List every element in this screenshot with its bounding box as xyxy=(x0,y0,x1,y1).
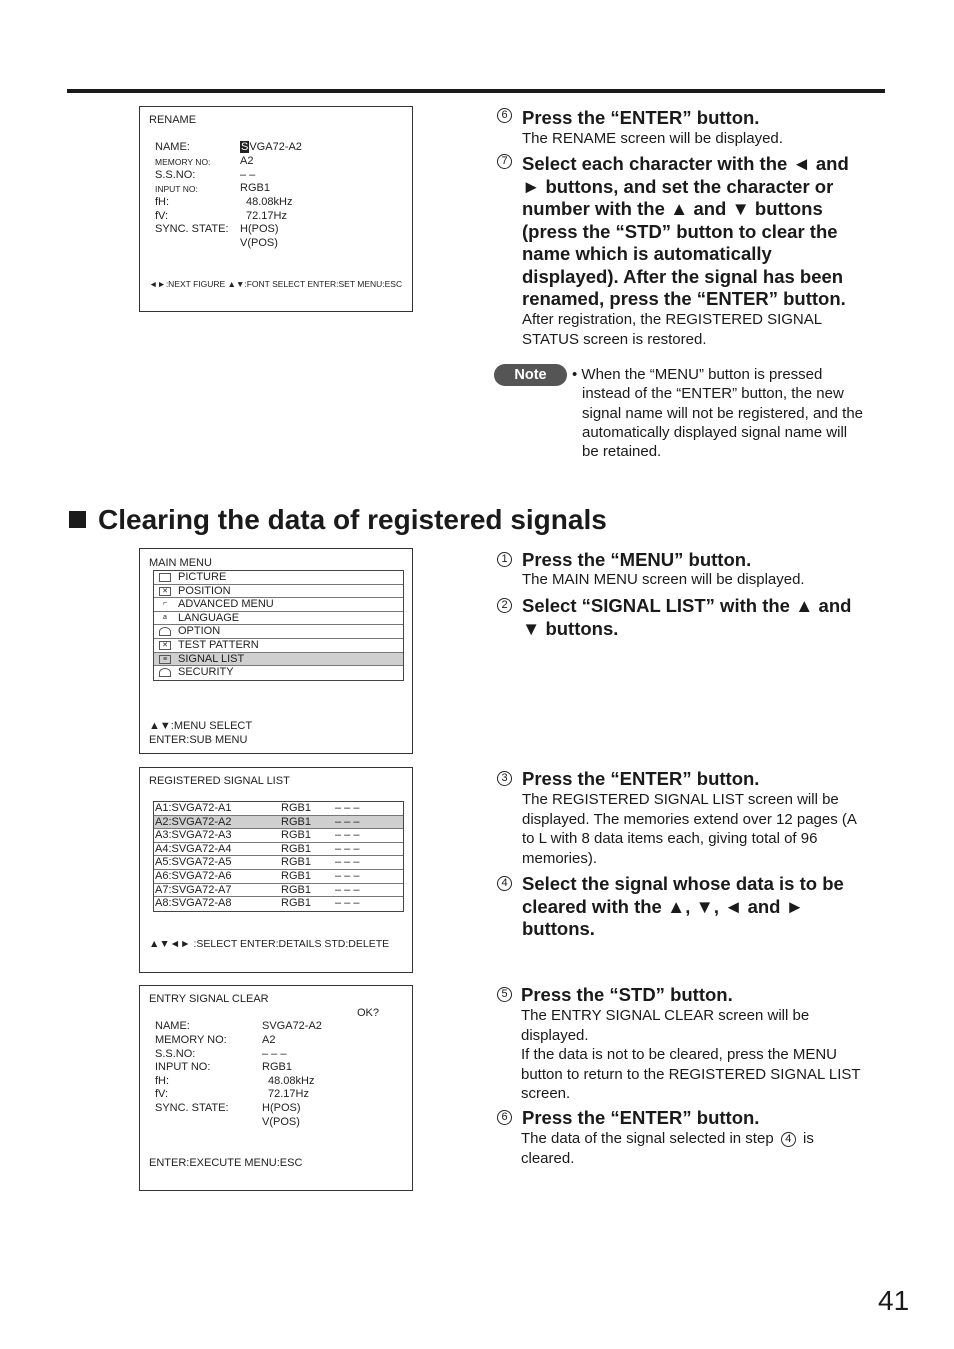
desc-line xyxy=(521,1129,814,1149)
step-number: 1 xyxy=(497,552,512,567)
heading-line: buttons. xyxy=(522,918,595,939)
signal-list-icon: ≡ xyxy=(159,655,171,664)
heading-line: ▼ buttons. xyxy=(522,617,619,639)
page-number: 41 xyxy=(878,1285,910,1316)
field-value: – – xyxy=(240,169,256,181)
field-label: fH: xyxy=(155,196,170,208)
field-value: A2 xyxy=(262,1034,276,1046)
table-row[interactable] xyxy=(154,856,403,870)
signal-name: A3:SVGA72-A3 xyxy=(155,829,232,842)
square-bullet-icon xyxy=(69,511,86,528)
field-label: S.S.NO: xyxy=(155,1048,196,1060)
desc-line: displayed. The memories extend over 12 pages (A xyxy=(522,810,857,828)
step-heading xyxy=(522,873,844,941)
step-number: 2 xyxy=(497,598,512,613)
menu-item-security[interactable] xyxy=(154,666,403,680)
field-label: NAME: xyxy=(155,1020,190,1032)
desc-line: button to return to the REGISTERED SIGNAL LIST xyxy=(521,1065,861,1083)
menu-item-label: SIGNAL LIST xyxy=(178,652,245,665)
step-description xyxy=(521,1006,861,1104)
field-value: RGB1 xyxy=(240,182,270,194)
step-description: The RENAME screen will be displayed. xyxy=(522,130,783,147)
step-heading xyxy=(522,153,902,311)
security-icon xyxy=(159,668,171,677)
menu-item-label: OPTION xyxy=(178,625,221,638)
desc-line: screen. xyxy=(521,1085,571,1102)
note-line: signal name will not be registered, and the xyxy=(582,404,864,422)
step-heading: Press the “ENTER” button. xyxy=(522,107,760,128)
field-value: RGB1 xyxy=(262,1061,292,1073)
table-row[interactable] xyxy=(154,802,403,816)
signal-status: – – – xyxy=(335,856,360,869)
signal-list-screen xyxy=(139,767,413,973)
note-badge: Note xyxy=(494,364,567,386)
rename-screen xyxy=(139,106,413,312)
screen-footer: ▲▼◄► :SELECT ENTER:DETAILS STD:DELETE xyxy=(149,938,390,950)
heading-line: number with the ▲ and ▼ buttons xyxy=(522,198,823,219)
heading-line: ► buttons, and set the character or xyxy=(522,175,834,197)
signal-table xyxy=(153,801,404,912)
menu-item-label: POSITION xyxy=(178,584,231,597)
step-number: 7 xyxy=(497,154,512,169)
table-row[interactable] xyxy=(154,843,403,857)
heading-line: Select the signal whose data is to be xyxy=(522,873,844,894)
step-description xyxy=(522,310,822,349)
field-label: MEMORY NO: xyxy=(155,157,211,167)
step-heading: Press the “ENTER” button. xyxy=(522,1107,760,1128)
desc-line: displayed. xyxy=(521,1026,589,1044)
field-label: INPUT NO: xyxy=(155,1061,211,1073)
field-value: 48.08kHz xyxy=(246,196,293,208)
signal-input: RGB1 xyxy=(281,815,311,828)
signal-name: A8:SVGA72-A8 xyxy=(155,897,232,910)
field-label: fH: xyxy=(155,1075,170,1087)
screen-title: ENTRY SIGNAL CLEAR xyxy=(149,993,269,1005)
menu-item-signal-list[interactable] xyxy=(154,653,403,667)
name-value: VGA72-A2 xyxy=(249,141,302,153)
step-heading xyxy=(522,595,851,640)
confirm-prompt: OK? xyxy=(357,1007,380,1019)
field-value: V(POS) xyxy=(262,1116,300,1128)
field-value: V(POS) xyxy=(240,237,278,249)
signal-status: – – – xyxy=(335,883,360,896)
section-heading xyxy=(69,501,607,539)
signal-input: RGB1 xyxy=(281,869,311,882)
field-value: SVGA72-A2 xyxy=(262,1020,322,1032)
signal-name: A4:SVGA72-A4 xyxy=(155,842,232,855)
main-menu-screen xyxy=(139,548,413,754)
heading-line: cleared with the ▲, ▼, ◄ and ► xyxy=(522,895,804,917)
signal-input: RGB1 xyxy=(281,856,311,869)
field-label: fV: xyxy=(155,1088,169,1100)
heading-line: renamed, press the “ENTER” button. xyxy=(522,288,846,309)
step-number: 4 xyxy=(497,876,512,891)
desc-line: If the data is not to be cleared, press the MENU xyxy=(521,1046,837,1063)
screen-footer: ENTER:SUB MENU xyxy=(149,734,248,746)
field-label: SYNC. STATE: xyxy=(155,1102,229,1114)
signal-input: RGB1 xyxy=(281,883,311,896)
field-value: 48.08kHz xyxy=(268,1075,315,1087)
desc-text: is xyxy=(803,1130,814,1147)
field-value: – – – xyxy=(262,1048,287,1060)
screen-footer: ◄►:NEXT FIGURE ▲▼:FONT SELECT ENTER:SET MENU:ESC xyxy=(149,279,403,289)
desc-line: The REGISTERED SIGNAL LIST screen will be xyxy=(522,791,839,808)
signal-name: A6:SVGA72-A6 xyxy=(155,869,232,882)
field-label: S.S.NO: xyxy=(155,169,196,181)
position-icon: ✕ xyxy=(159,587,171,596)
signal-status: – – – xyxy=(335,897,360,910)
field-value: 72.17Hz xyxy=(268,1088,309,1100)
field-value: H(POS) xyxy=(262,1102,301,1114)
menu-item-position[interactable] xyxy=(154,585,403,599)
screen-title: RENAME xyxy=(149,114,197,126)
screen-title: REGISTERED SIGNAL LIST xyxy=(149,775,290,787)
field-value: 72.17Hz xyxy=(246,210,287,222)
screen-footer: ENTER:EXECUTE MENU:ESC xyxy=(149,1157,303,1169)
step-description: The MAIN MENU screen will be displayed. xyxy=(522,571,805,588)
field-label: SYNC. STATE: xyxy=(155,223,229,235)
table-row[interactable] xyxy=(154,870,403,884)
signal-name: A1:SVGA72-A1 xyxy=(155,802,232,814)
field-value: H(POS) xyxy=(240,223,279,235)
menu-item-label: TEST PATTERN xyxy=(178,638,259,651)
menu-item-picture[interactable] xyxy=(154,571,403,585)
field-label: MEMORY NO: xyxy=(155,1034,227,1046)
menu-list xyxy=(153,570,404,681)
step-reference: 4 xyxy=(781,1132,796,1147)
screen-title: MAIN MENU xyxy=(149,557,212,569)
table-row[interactable] xyxy=(154,897,403,911)
text-cursor: S xyxy=(241,141,249,153)
heading-line: Select “SIGNAL LIST” with the ▲ and xyxy=(522,595,852,616)
advanced-menu-icon: ⌐ xyxy=(162,600,168,608)
table-row[interactable] xyxy=(154,829,403,843)
desc-line: The ENTRY SIGNAL CLEAR screen will be xyxy=(521,1007,810,1024)
heading-line: name which is automatically xyxy=(522,243,772,264)
heading-line: displayed). After the signal has been xyxy=(522,265,844,287)
table-row[interactable] xyxy=(154,816,403,830)
signal-status: – – – xyxy=(335,869,360,882)
table-row[interactable] xyxy=(154,884,403,898)
step-number: 5 xyxy=(497,987,512,1002)
field-label: INPUT NO: xyxy=(155,184,198,194)
desc-line: memories). xyxy=(522,849,598,867)
desc-line: cleared. xyxy=(521,1149,575,1167)
signal-input: RGB1 xyxy=(281,842,311,855)
step-number: 6 xyxy=(497,108,512,123)
menu-item-label: ADVANCED MENU xyxy=(178,598,274,611)
heading-line: Select each character with the ◄ and xyxy=(522,153,849,174)
signal-status: – – – xyxy=(335,842,360,855)
signal-name: A7:SVGA72-A7 xyxy=(155,883,232,896)
entry-signal-clear-screen xyxy=(139,985,413,1191)
signal-status: – – – xyxy=(335,815,360,828)
section-title-text: Clearing the data of registered signals xyxy=(98,504,607,535)
menu-item-label: SECURITY xyxy=(178,666,234,679)
signal-name: A5:SVGA72-A5 xyxy=(155,856,232,869)
field-value xyxy=(240,141,302,153)
signal-input: RGB1 xyxy=(281,829,311,842)
note-text xyxy=(572,365,887,461)
note-line: be retained. xyxy=(582,443,662,461)
option-icon xyxy=(159,627,171,636)
step-heading: Press the “STD” button. xyxy=(521,984,733,1005)
menu-item-test-pattern[interactable] xyxy=(154,639,403,653)
signal-input: RGB1 xyxy=(281,802,311,814)
heading-line: (press the “STD” button to clear the xyxy=(522,220,838,242)
step-heading: Press the “MENU” button. xyxy=(522,549,752,570)
test-pattern-icon: ✕ xyxy=(159,641,171,650)
desc-text: The data of the signal selected in step xyxy=(521,1130,774,1147)
menu-item-label: PICTURE xyxy=(178,571,227,583)
field-value: A2 xyxy=(240,155,254,167)
menu-item-label: LANGUAGE xyxy=(178,611,240,624)
desc-line: STATUS screen is restored. xyxy=(522,330,707,348)
signal-status: – – – xyxy=(335,802,360,814)
menu-item-option[interactable] xyxy=(154,625,403,639)
step-description xyxy=(521,1129,814,1168)
signal-input: RGB1 xyxy=(281,897,311,910)
note-line: instead of the “ENTER” button, the new xyxy=(582,385,844,403)
step-number: 6 xyxy=(497,1110,512,1125)
signal-name: A2:SVGA72-A2 xyxy=(155,815,232,828)
step-description xyxy=(522,790,857,868)
language-icon: a xyxy=(163,613,167,621)
menu-item-language[interactable] xyxy=(154,612,403,626)
screen-footer: ▲▼:MENU SELECT xyxy=(149,720,253,732)
field-label: fV: xyxy=(155,210,169,222)
desc-line: After registration, the REGISTERED SIGNAL xyxy=(522,311,823,328)
field-label: NAME: xyxy=(155,141,190,153)
desc-line: to L with 8 data items each, giving total of 96 xyxy=(522,830,818,847)
top-rule xyxy=(67,89,885,93)
note-line: automatically displayed signal name will xyxy=(582,423,848,441)
picture-icon xyxy=(159,573,171,582)
menu-item-advanced-menu[interactable] xyxy=(154,598,403,612)
signal-status: – – – xyxy=(335,829,360,842)
step-number: 3 xyxy=(497,771,512,786)
step-heading: Press the “ENTER” button. xyxy=(522,768,760,789)
note-line: • When the “MENU” button is pressed xyxy=(572,366,823,383)
